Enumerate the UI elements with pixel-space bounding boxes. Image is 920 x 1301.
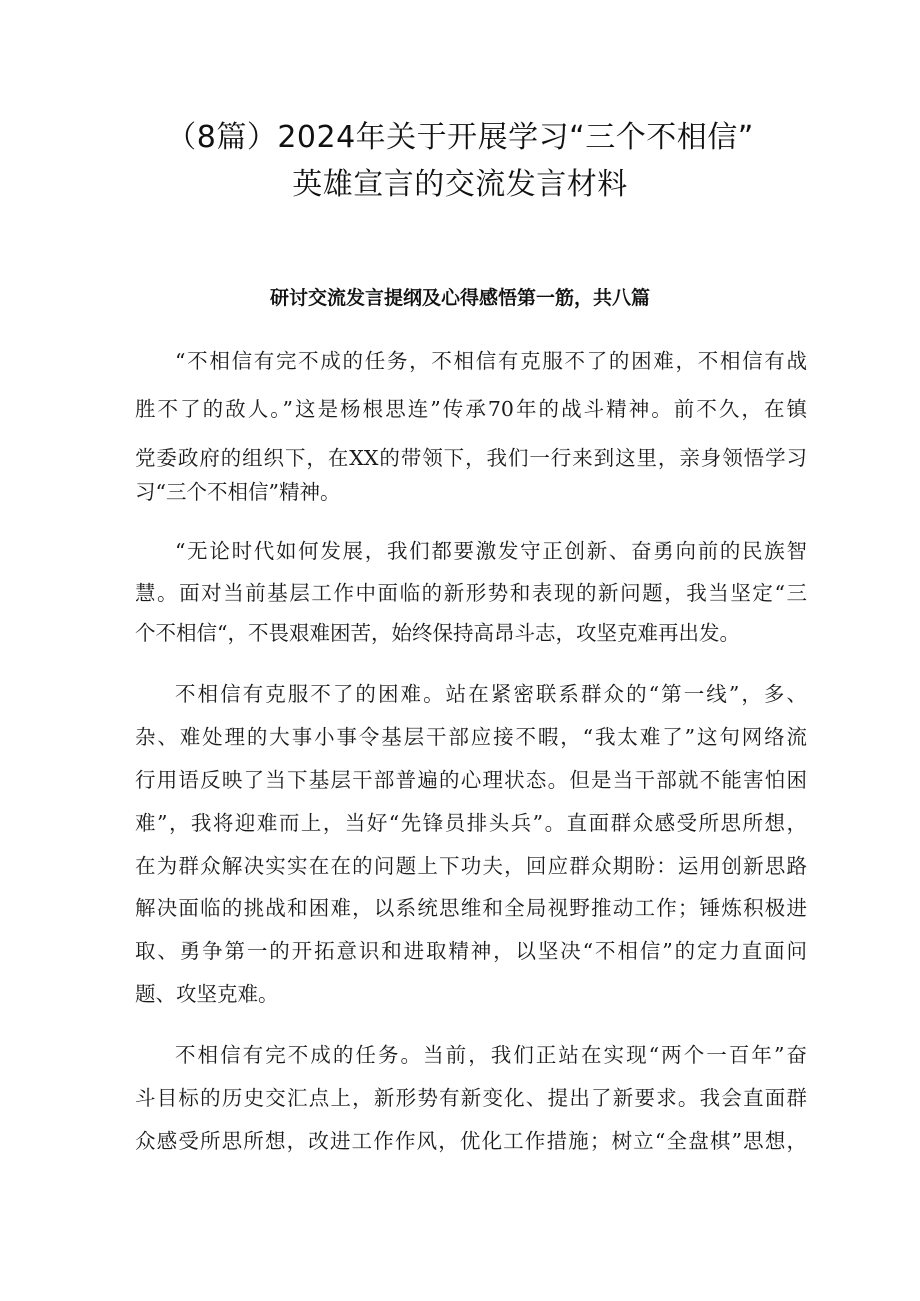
paragraph-line: “不相信有完不成的任务，不相信有克服不了的困难，不相信有战: [175, 349, 807, 373]
paragraph-line: “无论时代如何发展，我们都要激发守正创新、奋勇向前的民族智: [175, 539, 807, 563]
paragraph-line: 慧。面对当前基层工作中面临的新形势和表现的新问题，我当坚定“三: [135, 581, 807, 605]
paragraph-line: 习“三个不相信”精神。: [135, 480, 341, 504]
paragraph-line: 题、攻坚克难。: [135, 982, 279, 1006]
paragraph-line: 难”，我将迎难而上，当好“先锋员排头兵”。直面群众感受所思所想，: [135, 811, 807, 835]
paragraph-line: 杂、难处理的大事小事令基层干部应接不暇，“我太难了”这句网络流: [135, 725, 807, 749]
paragraph-line: 在为群众解决实实在在的问题上下功夫，回应群众期盼：运用创新思路: [135, 854, 807, 878]
paragraph-line: 行用语反映了当下基层干部普遍的心理状态。但是当干部就不能害怕困: [135, 768, 807, 792]
paragraph-line: 胜不了的敌人。”这是杨根思连”传承70年的战斗精神。前不久，在镇: [135, 397, 807, 421]
paragraph-line: 党委政府的组织下，在XX的带领下，我们一行来到这里，亲身领悟学习: [135, 446, 807, 470]
section-subtitle: 研讨交流发言提纲及心得感悟第一筋，共八篇: [269, 287, 650, 309]
paragraph-line: 不相信有完不成的任务。当前，我们正站在实现“两个一百年”奋: [175, 1043, 807, 1067]
paragraph-line: 取、勇争第一的开拓意识和进取精神，以坚决“不相信”的定力直面问: [135, 939, 807, 963]
document-title-line-2: 英雄宣言的交流发言材料: [292, 167, 628, 202]
paragraph-line: 不相信有克服不了的困难。站在紧密联系群众的“第一线”，多、: [175, 682, 807, 706]
document-title-line-1: （8篇）2024年关于开展学习“三个不相信”: [166, 120, 754, 155]
paragraph-line: 众感受所思所想，改进工作作风，优化工作措施；树立“全盘棋”思想，: [135, 1129, 807, 1153]
paragraph-line: 解决面临的挑战和困难，以系统思维和全局视野推动工作；锤炼积极进: [135, 896, 807, 920]
paragraph-line: 斗目标的历史交汇点上，新形势有新变化、提出了新要求。我会直面群: [135, 1086, 807, 1110]
paragraph-line: 个不相信“，不畏艰难困苦，始终保持高昂斗志，攻坚克难再出发。: [135, 621, 740, 645]
